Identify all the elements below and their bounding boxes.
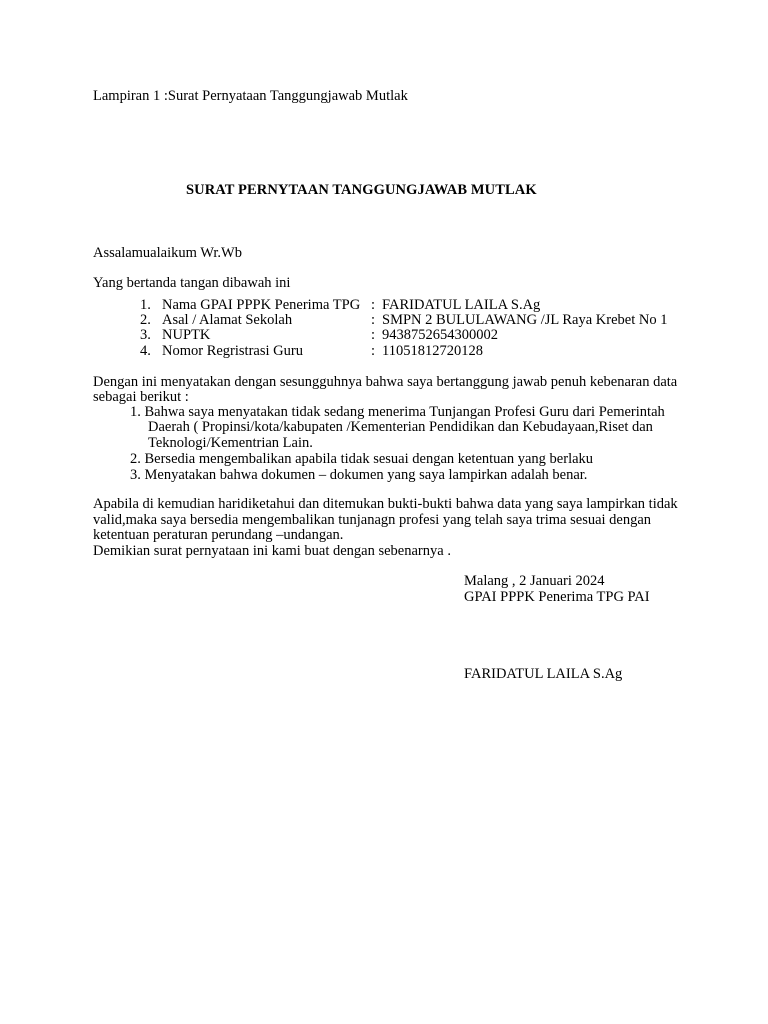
identity-label: Nama GPAI PPPK Penerima TPG [162,297,361,313]
identity-value: FARIDATUL LAILA S.Ag [382,297,541,313]
identity-number: 1. [140,297,151,313]
statement-line: Dengan ini menyatakan dengan sesungguhnya bahwa saya bertanggung jawab penuh kebenaran data [93,374,678,390]
intro-text: Yang bertanda tangan dibawah ini [93,275,291,291]
statement-line: sebagai berikut : [93,389,189,405]
identity-value: 9438752654300002 [382,327,498,343]
identity-label: NUPTK [162,327,211,343]
identity-separator: : [371,297,376,313]
closing-line: Apabila di kemudian haridiketahui dan ditemukan bukti-bukti bahwa data yang saya lampirkan tidak [93,496,678,512]
greeting: Assalamualaikum Wr.Wb [93,245,242,261]
identity-number: 2. [140,312,151,328]
identity-separator: : [371,312,376,328]
attachment-heading: Lampiran 1 :Surat Pernyataan Tanggungjawab Mutlak [93,88,408,104]
signature-name: FARIDATUL LAILA S.Ag [464,666,623,682]
closing-line: valid,maka saya bersedia mengembalikan tunjanagn profesi yang telah saya trima sesuai dengan [93,512,652,528]
identity-number: 4. [140,343,151,359]
point-1-line: 1. Bahwa saya menyatakan tidak sedang menerima Tunjangan Profesi Guru dari Pemerintah [130,404,665,420]
identity-separator: : [371,327,376,343]
closing-line: Demikian surat pernyataan ini kami buat dengan sebenarnya . [93,543,451,559]
closing-line: ketentuan peraturan perundang –undangan. [93,527,344,543]
point-1-line: Teknologi/Kementrian Lain. [148,435,313,451]
identity-separator: : [371,343,376,359]
identity-label: Asal / Alamat Sekolah [162,312,293,328]
signature-place-date: Malang , 2 Januari 2024 [464,573,605,589]
point-2: 2. Bersedia mengembalikan apabila tidak sesuai dengan ketentuan yang berlaku [130,451,594,467]
identity-value: SMPN 2 BULULAWANG /JL Raya Krebet No 1 [382,312,668,328]
identity-value: 11051812720128 [382,343,483,359]
point-1-line: Daerah ( Propinsi/kota/kabupaten /Kementerian Pendidikan dan Kebudayaan,Riset dan [148,419,653,435]
identity-number: 3. [140,327,151,343]
document-title: SURAT PERNYTAAN TANGGUNGJAWAB MUTLAK [186,182,537,198]
identity-label: Nomor Regristrasi Guru [162,343,303,359]
signature-role: GPAI PPPK Penerima TPG PAI [464,589,650,605]
point-3: 3. Menyatakan bahwa dokumen – dokumen yang saya lampirkan adalah benar. [130,467,588,483]
